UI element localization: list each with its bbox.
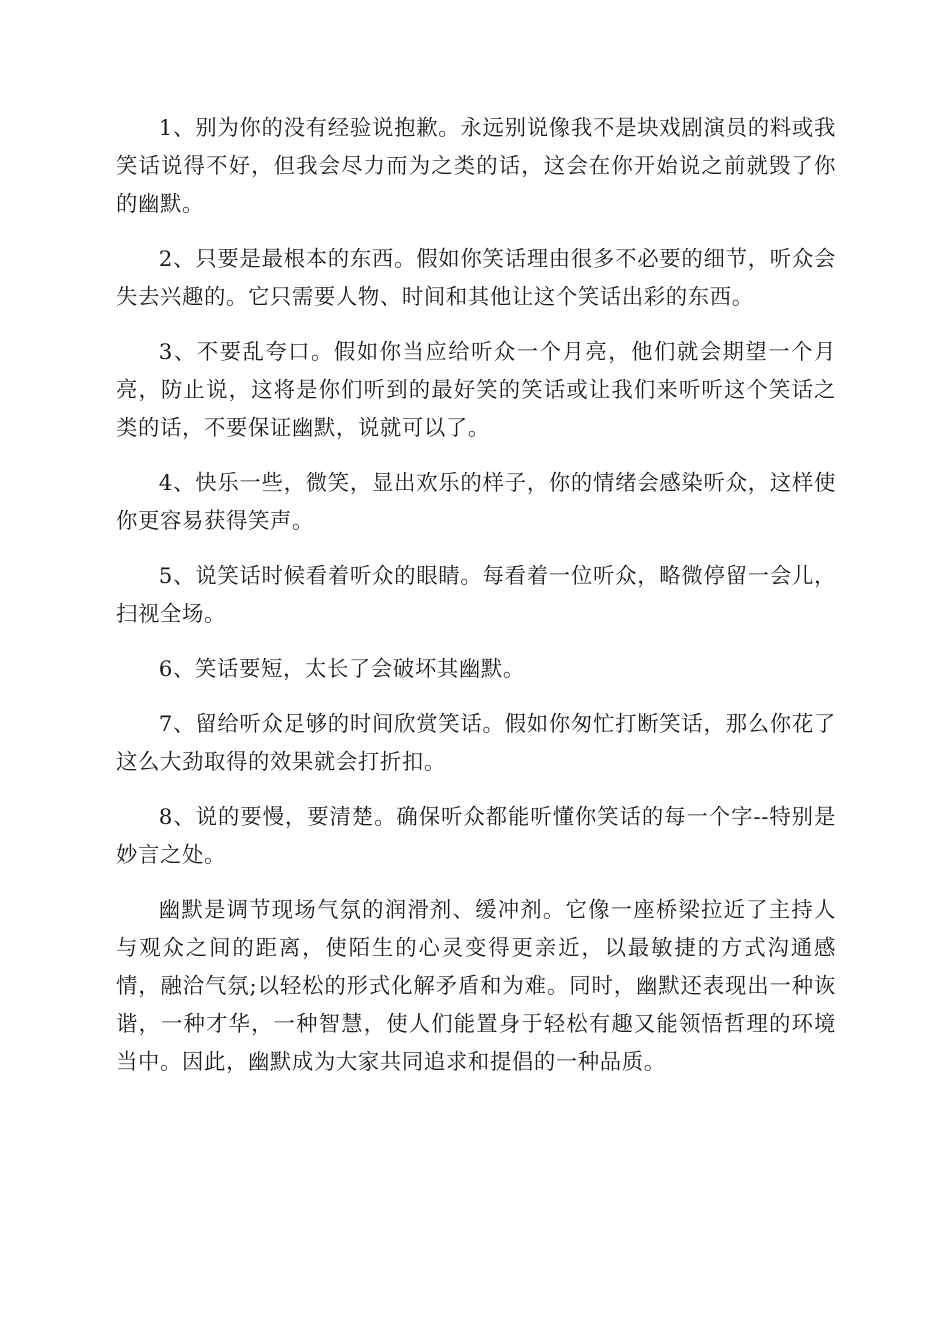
paragraph-tip-3: 3、不要乱夸口。假如你当应给听众一个月亮，他们就会期望一个月亮，防止说，这将是你们听到的最好笑的笑话或让我们来听听这个笑话之类的话，不要保证幽默，说就可以了。 [116, 340, 836, 441]
paragraph-tip-2: 2、只要是最根本的东西。假如你笑话理由很多不必要的细节，听众会失去兴趣的。它只需要人物、时间和其他让这个笑话出彩的东西。 [116, 247, 836, 310]
paragraph-tip-8: 8、说的要慢，要清楚。确保听众都能听懂你笑话的每一个字--特别是妙言之处。 [116, 805, 836, 868]
paragraph-tip-7: 7、留给听众足够的时间欣赏笑话。假如你匆忙打断笑话，那么你花了这么大劲取得的效果就会打折扣。 [116, 712, 836, 775]
paragraph-tip-1: 1、别为你的没有经验说抱歉。永远别说像我不是块戏剧演员的料或我笑话说得不好，但我会尽力而为之类的话，这会在你开始说之前就毁了你的幽默。 [116, 116, 836, 217]
paragraph-tip-4: 4、快乐一些，微笑，显出欢乐的样子，你的情绪会感染听众，这样使你更容易获得笑声。 [116, 471, 836, 534]
document-body [116, 110, 836, 1099]
paragraph-tip-6: 6、笑话要短，太长了会破坏其幽默。 [158, 657, 525, 682]
paragraph-conclusion: 幽默是调节现场气氛的润滑剂、缓冲剂。它像一座桥梁拉近了主持人与观众之间的距离，使陌生的心灵变得更亲近，以最敏捷的方式沟通感情，融洽气氛;以轻松的形式化解矛盾和为难。同时，幽默还表现出一种诙谐，一种才华，一种智慧，使人们能置身于轻松有趣又能领悟哲理的环境当中。因此，幽默成为大家共同追求和提倡的一种品质。 [116, 898, 836, 1075]
paragraph-tip-5: 5、说笑话时候看着听众的眼睛。每看着一位听众，略微停留一会儿，扫视全场。 [116, 564, 836, 627]
